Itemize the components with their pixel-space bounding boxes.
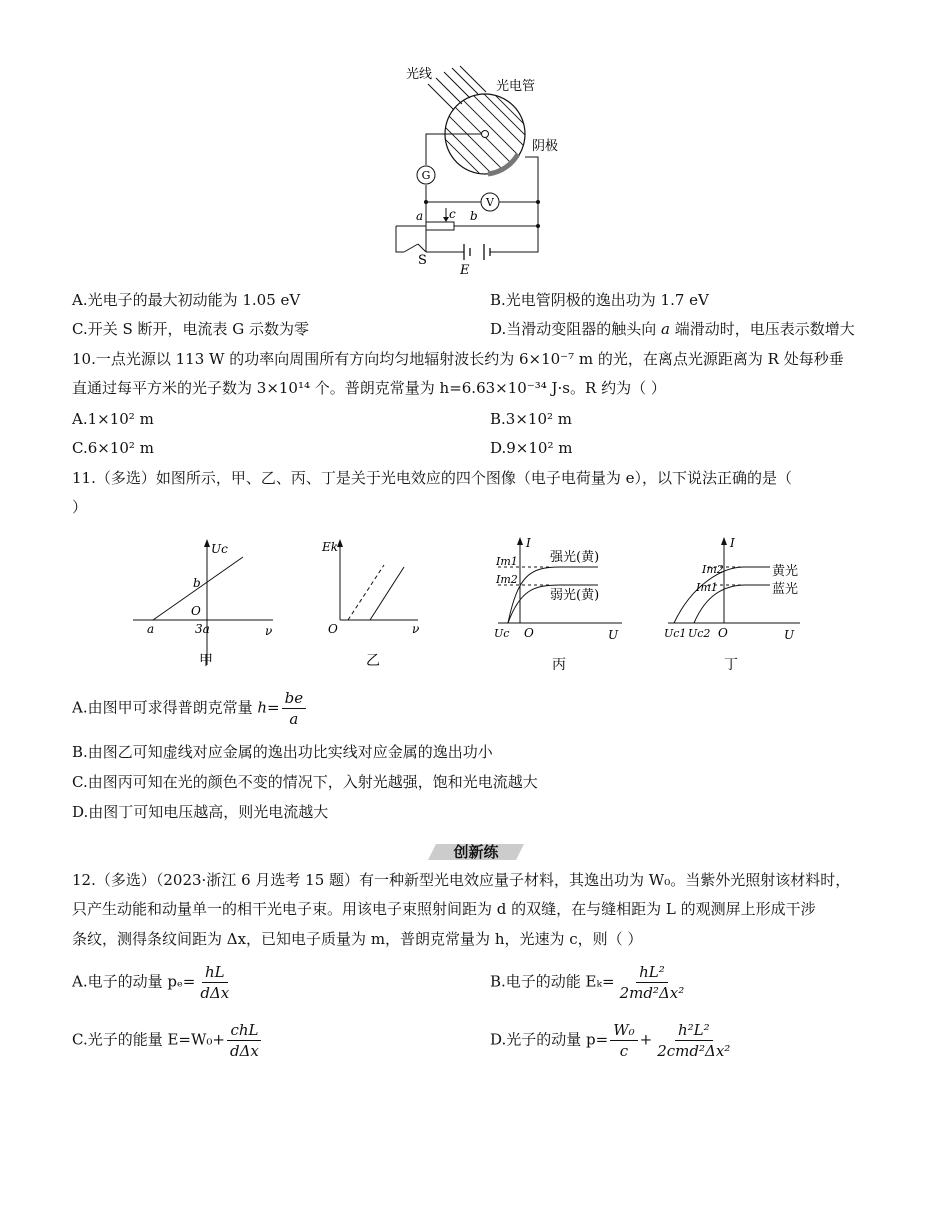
q10-option-d: D.9×10² m xyxy=(490,439,573,457)
svg-text:Im2: Im2 xyxy=(702,563,724,576)
svg-text:U: U xyxy=(784,628,795,642)
svg-text:ν: ν xyxy=(265,624,273,638)
graph-jia xyxy=(125,535,285,675)
svg-text:c: c xyxy=(449,207,456,221)
q12-stem-line2: 只产生动能和动量单一的相干光电子束。用该电子束照射间距为 d 的双缝，在与缝相距为 L 的观测屏上形成干涉 xyxy=(72,900,816,918)
svg-text:b: b xyxy=(193,576,201,590)
svg-text:O: O xyxy=(191,604,201,618)
q9-option-d: D.当滑动变阻器的触头向 a 端滑动时，电压表示数增大 xyxy=(490,320,855,338)
section-title: 创新练 xyxy=(453,843,499,861)
caption-bing: 丙 xyxy=(552,657,566,673)
svg-text:V: V xyxy=(486,196,494,209)
svg-text:a: a xyxy=(147,622,155,636)
q12-option-a: A.电子的动量 pₑ= $\frac{hL}{\text{dΔx}}$ xyxy=(72,963,230,1002)
svg-text:蓝光: 蓝光 xyxy=(772,582,799,597)
graph-ding xyxy=(662,535,812,675)
q12-option-d: D.光子的动量 p= $\frac{\text{W₀}}{c}$ + $\frac{\text{h²L²}}{\text{2cmd²Δx²}}$ xyxy=(490,1021,731,1060)
caption-ding: 丁 xyxy=(724,657,738,673)
section-banner xyxy=(426,838,526,864)
svg-text:Im1: Im1 xyxy=(496,555,518,568)
q11-option-a: A.由图甲可求得普朗克常量 h= $\frac{be}{a}$ xyxy=(72,688,308,729)
svg-text:E: E xyxy=(460,263,470,278)
q10-option-b: B.3×10² m xyxy=(490,410,572,428)
q11-option-d: D.由图丁可知电压越高，则光电流越大 xyxy=(72,803,329,821)
svg-text:强光(黄): 强光(黄) xyxy=(550,550,600,565)
svg-text:3a: 3a xyxy=(195,622,210,636)
svg-text:弱光(黄): 弱光(黄) xyxy=(550,588,600,603)
label-light: 光线 xyxy=(406,67,433,82)
label-cathode: 阴极 xyxy=(532,139,559,154)
svg-text:黄光: 黄光 xyxy=(772,564,799,579)
svg-text:I: I xyxy=(526,536,531,550)
svg-text:S: S xyxy=(418,253,427,268)
cathode xyxy=(488,154,518,174)
q11-option-b: B.由图乙可知虚线对应金属的逸出功比实线对应金属的逸出功小 xyxy=(72,743,493,761)
svg-text:Uc1: Uc1 xyxy=(664,627,687,640)
svg-text:a: a xyxy=(416,209,424,223)
q12-stem-line3: 条纹，测得条纹间距为 Δx，已知电子质量为 m，普朗克常量为 h，光速为 c，则（ ） xyxy=(72,930,643,948)
graph-yi xyxy=(318,535,428,675)
caption-yi: 乙 xyxy=(366,653,380,669)
q12-option-c: C.光子的能量 E=W₀+ $\frac{\text{chL}}{\text{dΔx}}$ xyxy=(72,1020,264,1061)
q9-option-c: C.开关 S 断开，电流表 G 示数为零 xyxy=(72,320,310,338)
svg-text:O: O xyxy=(524,626,534,640)
svg-text:Ek: Ek xyxy=(322,540,339,554)
label-tube: 光电管 xyxy=(496,79,536,94)
caption-jia: 甲 xyxy=(199,653,213,669)
svg-text:O: O xyxy=(328,622,338,636)
q10-option-c: C.6×10² m xyxy=(72,439,154,457)
q9-option-b: B.光电管阴极的逸出功为 1.7 eV xyxy=(490,291,709,309)
svg-text:U: U xyxy=(608,628,619,642)
graph-bing xyxy=(490,535,630,675)
light-rays xyxy=(428,66,486,110)
svg-text:Im2: Im2 xyxy=(496,573,518,586)
svg-text:I: I xyxy=(730,536,735,550)
q11-stem-line2: ） xyxy=(72,498,88,516)
svg-text:G: G xyxy=(421,169,431,182)
q9-option-a: A.光电子的最大初动能为 1.05 eV xyxy=(72,291,301,309)
q10-stem-line1: 10.一点光源以 113 W 的功率向周围所有方向均匀地辐射波长约为 6×10⁻⁷ m 的光，在离点光源距离为 R 处每秒垂 xyxy=(72,350,844,368)
anode xyxy=(482,131,489,138)
rheostat xyxy=(426,222,454,230)
q11-option-c: C.由图丙可知在光的颜色不变的情况下，入射光越强，饱和光电流越大 xyxy=(72,773,538,791)
q12-option-b: B.电子的动能 Eₖ= $\frac{\text{hL²}}{\text{2md²Δx²}}$ xyxy=(490,963,685,1002)
svg-text:b: b xyxy=(470,209,478,223)
svg-text:Uc2: Uc2 xyxy=(688,627,711,640)
svg-text:O: O xyxy=(718,626,728,640)
q10-option-a: A.1×10² m xyxy=(72,410,154,428)
svg-text:Uc: Uc xyxy=(494,627,510,640)
svg-text:Im1: Im1 xyxy=(696,581,718,594)
q12-stem-line1: 12.（多选）（2023·浙江 6 月选考 15 题）有一种新型光电效应量子材料，其逸出功为 W₀。当紫外光照射该材料时， xyxy=(72,871,851,889)
photoelectric-circuit-diagram xyxy=(390,62,580,280)
q10-stem-line2: 直通过每平方米的光子数为 3×10¹⁴ 个。普朗克常量为 h=6.63×10⁻³⁴ J·s。R 约为（ ） xyxy=(72,379,666,397)
svg-text:ν: ν xyxy=(412,622,420,636)
q11-stem-line1: 11.（多选）如图所示，甲、乙、丙、丁是关于光电效应的四个图像（电子电荷量为 e），以下说法正确的是（ xyxy=(72,469,793,487)
svg-text:Uc: Uc xyxy=(211,542,228,556)
